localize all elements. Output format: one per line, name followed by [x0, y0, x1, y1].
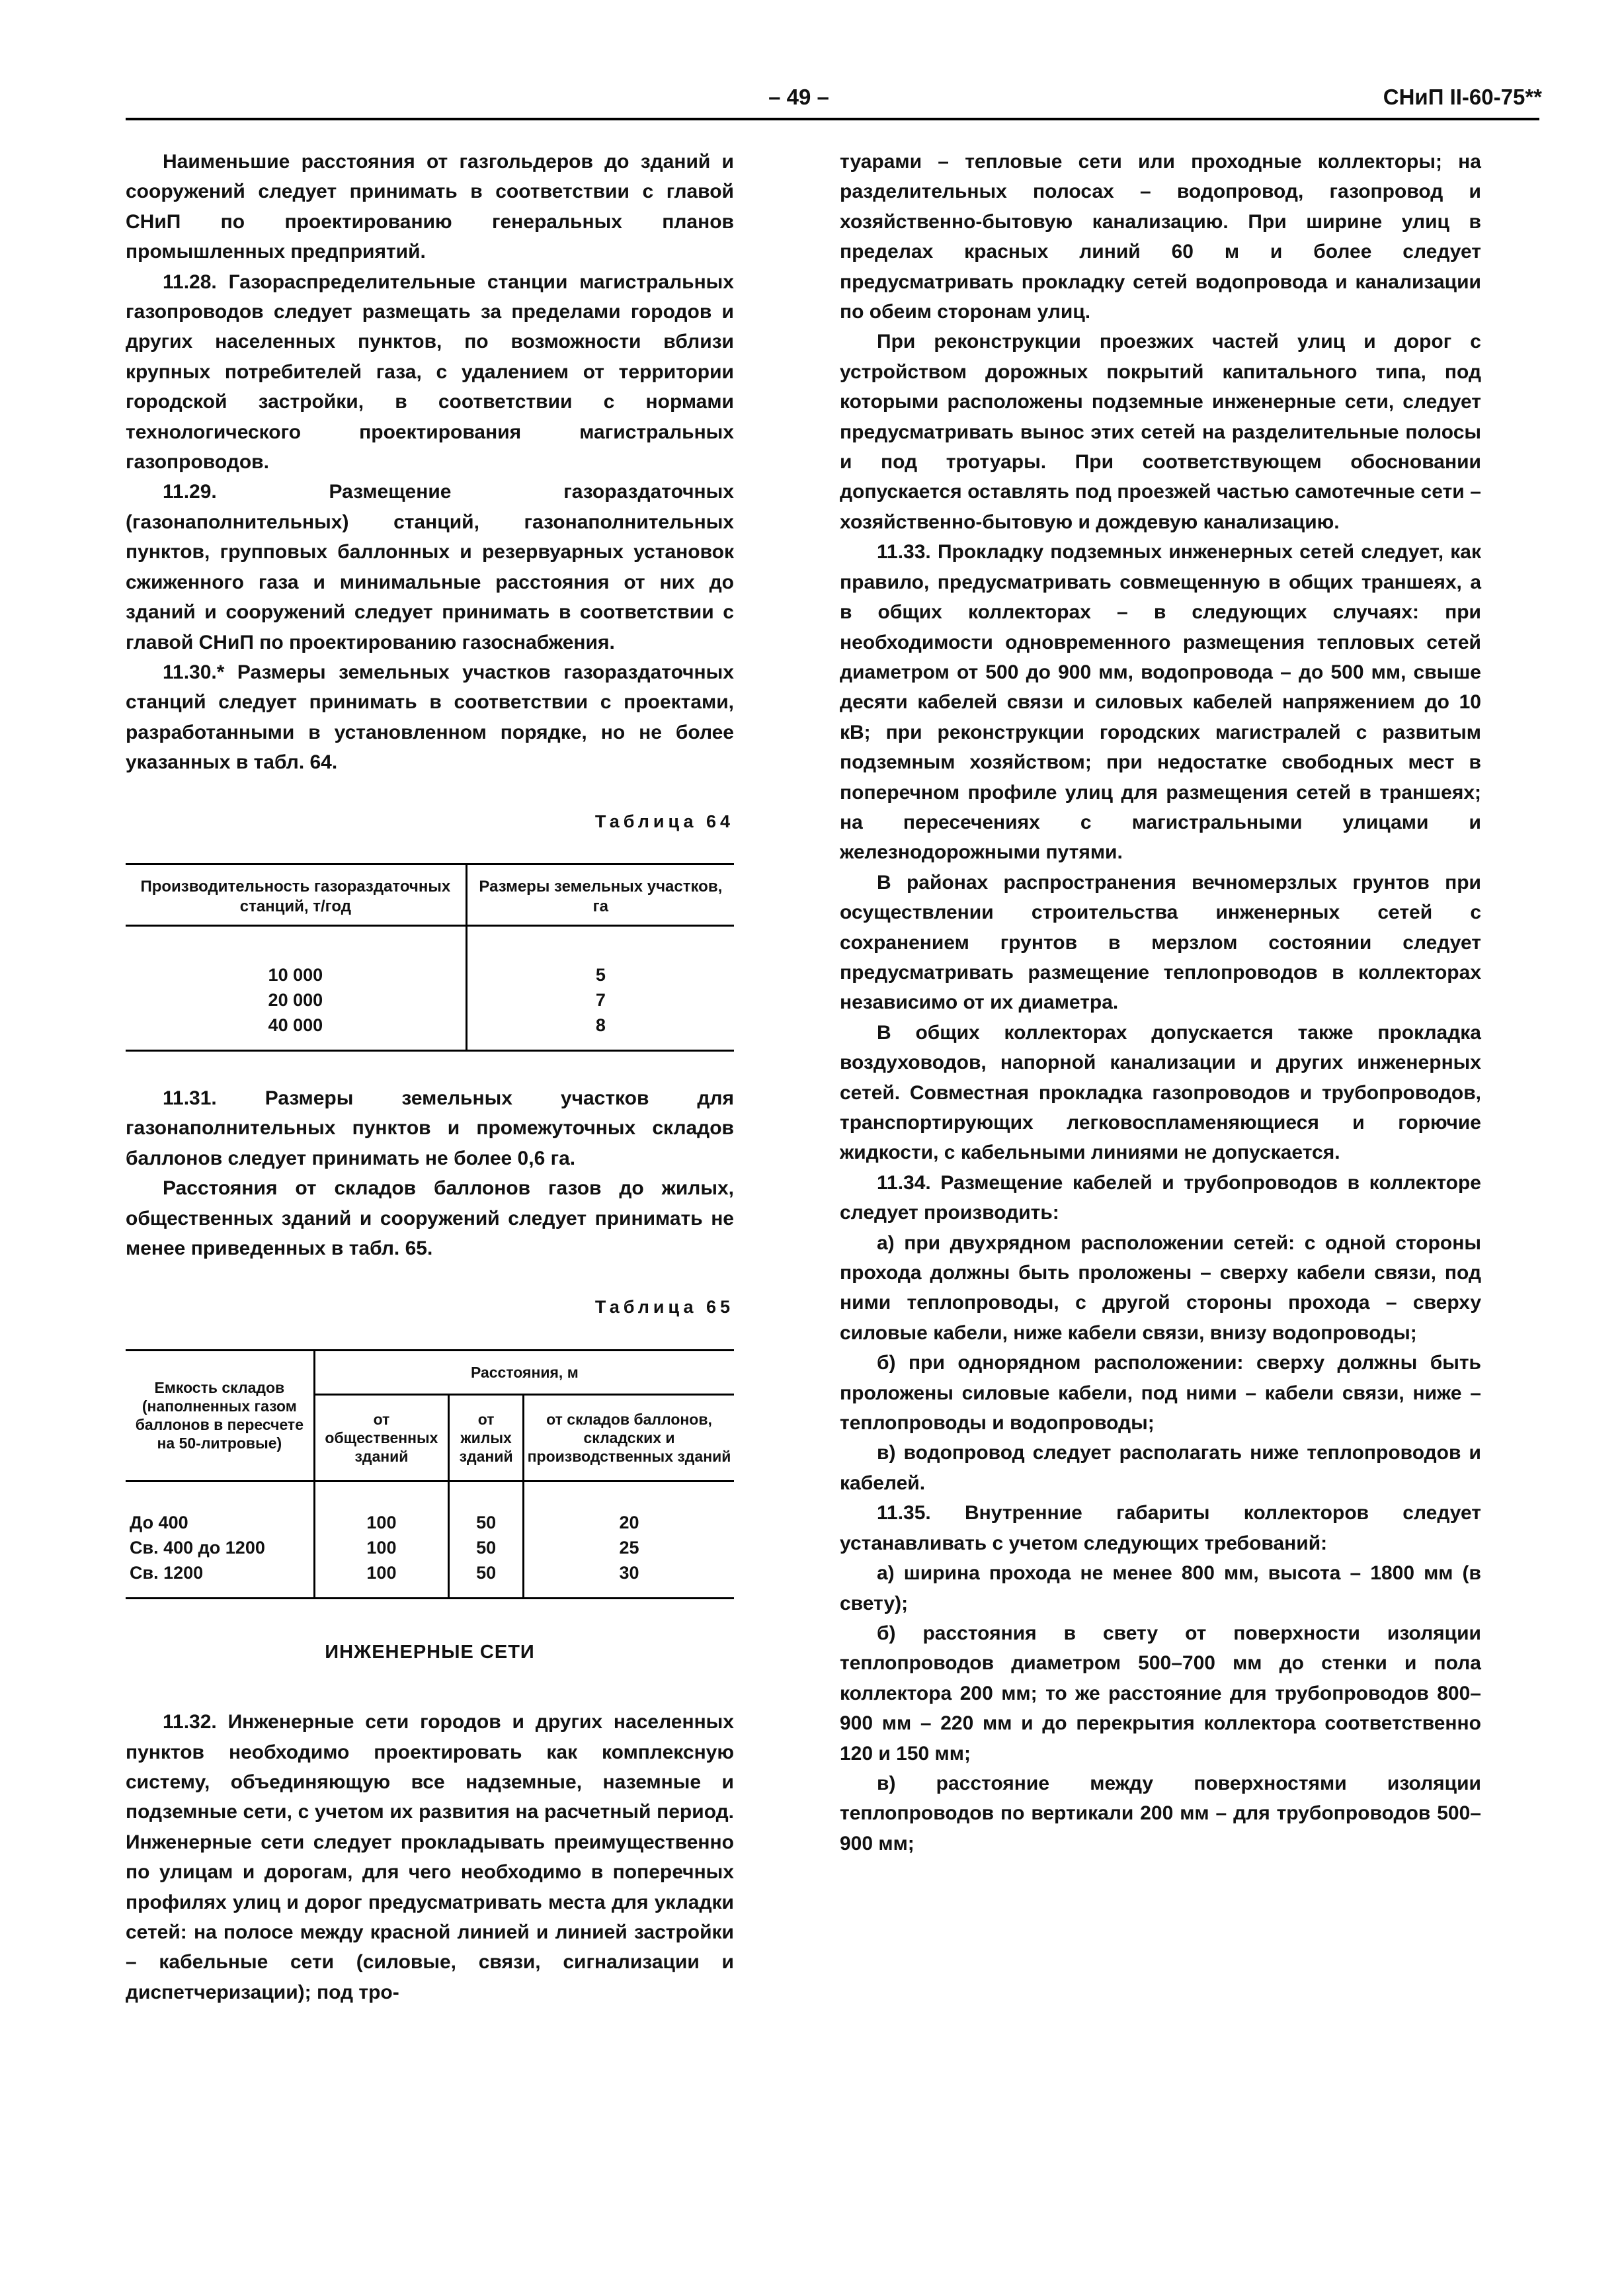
table-cell: Св. 1200 [126, 1560, 314, 1599]
table-row [126, 1560, 734, 1599]
paragraph-11-29: 11.29. Размещение газораздаточных (газонаполнительных) станций, газонаполнительных пунктов, групповых баллонных и резервуарных установок сжиженного газа и минимальные расстояния от них до зданий и сооружений следует принимать в соответствии с главой СНиП по проектированию газоснабжения. [126, 481, 734, 653]
table-cell: Св. 400 до 1200 [126, 1535, 314, 1560]
table-cell: 50 [449, 1560, 524, 1599]
table-cell: 7 [595, 989, 606, 1010]
header-rule [126, 118, 1539, 120]
table-group-header: Расстояния, м [314, 1350, 734, 1394]
list-item: а) при двухрядном расположении сетей: с одной стороны прохода должны быть проложены – сверху кабели связи, под ними теплопроводы, с другой стороны прохода – сверху силовые кабели, ниже кабели связи, внизу водопроводы; [840, 1231, 1481, 1344]
table-header: Емкость складов (наполненных газом баллонов в пересчете на 50-литровые) [126, 1350, 314, 1481]
table-64-caption: Таблица 64 [594, 811, 734, 831]
table-cell: 25 [619, 1537, 639, 1558]
table-header: Размеры земельных участков, га [466, 864, 734, 925]
list-item: б) расстояния в свету от поверхности изоляции теплопроводов диаметром 500–700 мм до стенки и пола коллектора 200 мм; то же расстояние для трубопроводов 800–900 мм – 220 мм и до перекрытия коллектора соответственно 120 и 150 мм; [840, 1622, 1481, 1765]
table-cell: 100 [314, 1560, 449, 1599]
table-cell: 20 000 [126, 987, 466, 1013]
table-header: от жилых зданий [449, 1394, 524, 1481]
table-cell: 50 [449, 1535, 524, 1560]
table-row [126, 1510, 734, 1535]
right-column [840, 147, 1481, 1858]
paragraph-11-30: 11.30.* Размеры земельных участков газораздаточных станций следует принимать в соответствии с проектами, разработанными в установленном порядке, но не более указанных в табл. 64. [126, 661, 734, 774]
paragraph-11-28: 11.28. Газораспределительные станции магистральных газопроводов следует размещать за пределами городов и других населенных пунктов, по возможности вблизи крупных потребителей газа, с удалением от территории городской застройки, в соответствии с нормами технологического проектирования магистральных газопроводов. [126, 271, 734, 474]
paragraph: В общих коллекторах допускается также прокладка воздуховодов, напорной канализации и других инженерных сетей. Совместная прокладка газопроводов и трубопроводов, транспортирующих легковоспламеняющиеся и горючие жидкости, с кабельными линиями не допускается. [840, 1021, 1481, 1164]
table-65-caption: Таблица 65 [594, 1297, 734, 1317]
paragraph-11-35: 11.35. Внутренние габариты коллекторов следует устанавливать с учетом следующих требований: [840, 1502, 1481, 1554]
page-number: – 49 – [768, 85, 829, 109]
table-header: от общественных зданий [314, 1394, 449, 1481]
paragraph: туарами – тепловые сети или проходные коллекторы; на разделительных полосах – водопровод, газопровод и хозяйственно-бытовую канализацию. При ширине улиц в пределах красных линий 60 м и более следует предусматривать прокладку сетей водопровода и канализации по обеим сторонам улиц. [840, 151, 1481, 323]
table-cell: До 400 [126, 1510, 314, 1535]
list-item: б) при однорядном расположении: сверху должны быть проложены силовые кабели, под ними – кабели связи, ниже – теплопроводы и водопроводы; [840, 1352, 1481, 1435]
table-cell: 10 000 [126, 962, 466, 987]
section-heading: ИНЖЕНЕРНЫЕ СЕТИ [325, 1641, 535, 1663]
table-65 [126, 1349, 734, 1599]
left-column [126, 147, 734, 2007]
list-item: а) ширина прохода не менее 800 мм, высота – 1800 мм (в свету); [840, 1562, 1481, 1614]
table-cell: 40 000 [126, 1013, 466, 1051]
paragraph-11-33: 11.33. Прокладку подземных инженерных сетей следует, как правило, предусматривать совмещенную в общих траншеях, а в общих коллекторах – в следующих случаях: при необходимости одновременного размещения тепловых сетей диаметром от 500 до 900 мм, водопровода – до 500 мм, свыше десяти кабелей связи и силовых кабелей напряжением до 10 кВ; при реконструкции городских магистралей с развитым подземным хозяйством; при недостатке свободных мест в поперечном профиле улиц для размещения сетей в траншеях; на пересечениях с магистральными улицами и железнодорожными путями. [840, 541, 1481, 864]
table-header: Производительность газораздаточных станций, т/год [126, 864, 466, 925]
list-item: в) водопровод следует располагать ниже теплопроводов и кабелей. [840, 1442, 1481, 1494]
table-cell: 30 [524, 1560, 734, 1599]
paragraph: При реконструкции проезжих частей улиц и дорог с устройством дорожных покрытий капитального типа, под которыми расположены подземные инженерные сети, следует предусматривать вынос этих сетей на разделительные полосы и под тротуары. При соответствующем обосновании допускается оставлять под проезжей частью самотечные сети – хозяйственно-бытовую и дождевую канализацию. [840, 331, 1481, 533]
paragraph: Наименьшие расстояния от газгольдеров до зданий и сооружений следует принимать в соответствии с главой СНиП по проектированию генеральных планов промышленных предприятий. [126, 151, 734, 263]
table-cell: 50 [449, 1510, 524, 1535]
table-64 [126, 863, 734, 1052]
table-cell: 100 [314, 1535, 449, 1560]
paragraph-11-32: 11.32. Инженерные сети городов и других населенных пунктов необходимо проектировать как комплексную систему, объединяющую все надземные, наземные и подземные сети, с учетом их развития на расчетный период. Инженерные сети следует прокладывать преимущественно по улицам и дорогам, для чего необходимо в поперечных профилях улиц и дорог предусматривать места для укладки сетей: на полосе между красной линией и линией застройки – кабельные сети (силовые, связи, сигнализации и диспетчеризации); под тро- [126, 1711, 734, 2003]
paragraph-11-34: 11.34. Размещение кабелей и трубопроводов в коллекторе следует производить: [840, 1171, 1481, 1224]
table-cell: 100 [314, 1510, 449, 1535]
table-row [126, 987, 734, 1013]
table-cell: 8 [466, 1013, 734, 1051]
table-cell: 5 [595, 964, 606, 985]
table-header: от складов баллонов, складских и производственных зданий [524, 1394, 734, 1481]
paragraph-11-31: 11.31. Размеры земельных участков для газонаполнительных пунктов и промежуточных складов баллонов следует принимать не более 0,6 га. [126, 1087, 734, 1169]
document-code: СНиП II-60-75** [1383, 85, 1542, 109]
table-row [126, 962, 734, 987]
paragraph: В районах распространения вечномерзлых грунтов при осуществлении строительства инженерных сетей с сохранением грунтов в мерзлом состоянии следует предусматривать размещение теплопроводов в коллекторах независимо от их диаметра. [840, 871, 1481, 1014]
paragraph: Расстояния от складов баллонов газов до жилых, общественных зданий и сооружений следует принимать не менее приведенных в табл. 65. [126, 1177, 734, 1259]
table-row [126, 1535, 734, 1560]
list-item: в) расстояние между поверхностями изоляции теплопроводов по вертикали 200 мм – для трубопроводов 500–900 мм; [840, 1772, 1481, 1855]
table-cell: 20 [619, 1512, 639, 1532]
table-row [126, 1013, 734, 1051]
